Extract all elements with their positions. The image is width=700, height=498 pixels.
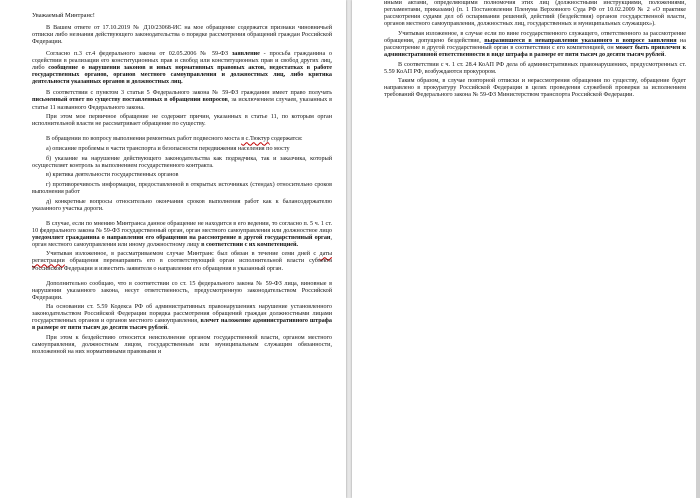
paragraph-law-definition: Согласно п.3 ст.4 федерального закона от 02.05.2006 № 59-ФЗ заявление - просьба гражданина о содействии в реализации его конституционных прав и свобод или конституционных прав и свобод других лиц, либо сообщение о нарушении законов и иных нормативных правовых актов, недостатках в работе государственных органов, органов местного самоуправления и должностных лиц, либо критика деятельности указанных органов и должностных лиц. [32,50,332,85]
paragraph-koap-fine: На основании ст. 5.59 Кодекса РФ об административных правонарушениях нарушение установленного законодательством Российской Федерации порядка рассмотрения обращений граждан должностными лицами государственных органов и органов местного самоуправления, влечет наложение административного штрафа в размере от пяти тысяч до десяти тысяч рублей. [32,304,332,332]
document-page-left [0,0,346,498]
paragraph-seven-days: Учитывая изложенное, в рассматриваемом случае Минтранс был обязан в течение семи дней с даты регистрации обращения перенаправить его в соответствующий орган исполнительной власти субъекта Российской Федерации и известить заявителя о направлении его обращения в указанный орган. [32,251,332,272]
paragraph-liability: Дополнительно сообщаю, что в соответствии со ст. 15 федерального закона № 59-ФЗ лица, виновные в нарушении указанного закона, несут ответственность, предусмотренную законодательством Российской Федерации. [32,280,332,301]
document-page-right [352,0,700,498]
paragraph-conclusion: Таким образом, в случае повторной отписки и нерассмотрения обращения по существу, обращение будет направлено в прокуратуру Российской Федерации в целях проведения служебной проверки за исполнением требований Федерального закона № 59-ФЗ Министерством транспорта Российской Федерации. [384,78,686,99]
paragraph-prosecutor: В соответствии с ч. 1 ст. 28.4 КоАП РФ дела об административных правонарушениях, предусмотренных ст. 5.59 КоАП РФ, возбуждаются прокурором. [384,61,686,75]
list-item: г) противоречивость информации, предоставленной в открытых источниках (стендах) относительно сроков выполнения работ [32,181,332,195]
vertical-scrollbar[interactable] [696,0,700,498]
paragraph-responsibility: Учитывая изложенное, в случае если по вине государственного служащего, ответственного за рассмотрение обращения, допущено бездействие, выразившееся в ненаправлении указанного в вопросе заявления на рассмотрение в другой государственный орган в соответствии с его компетенцией, он может быть привлечен к административной ответственности в виде штрафа в размере от пяти тысяч до десяти тысяч рублей. [384,30,686,58]
greeting: Уважаемый Минтранс! [32,12,95,19]
list-item: а) описание проблемы в части транспорта и безопасности передвижения населения по мосту [46,145,290,152]
list-item: д) конкретные вопросы относительно окончания сроков выполнения работ как к балансодержателю указанного участка дороги. [32,198,332,212]
paragraph-redirect-duty: В случае, если по мнению Минтранса данное обращение не находится в его ведении, то согласно п. 5 ч. 1 ст. 10 федерального закона № 59-ФЗ государственный орган, орган местного самоуправления или должностное лицо уведомляет гражданина о направлении его обращения на рассмотрение в другой государственный орган, орган местного самоуправления или иному должностному лицу в соответствии с их компетенцией. [32,220,332,248]
paragraph-plenum: иными актами, определяющими полномочия этих лиц (должностными инструкциями, положениями, регламентами, приказами) (п. 1 Постановления Пленума Верховного Суда РФ от 10.02.2009 № 2 «О практике рассмотрения судами дел об оспаривании решений, действий (бездействия) органов государственной власти, органов местного самоуправления, должностных лиц, государственных и муниципальных служащих»). [384,0,686,28]
paragraph-right-to-answer: В соответствии с пунктом 3 статьи 5 Федерального закона № 59-ФЗ гражданин имеет право получать письменный ответ по существу поставленных в обращении вопросов, за исключением случаев, указанных в статье 11 названного Федерального закона. [32,90,332,111]
list-item: б) указание на нарушение действующего законодательства как подрядчика, так и заказчика, который осуществляет контроль за выполнением государственного контракта. [32,155,332,169]
paragraph-inaction: При этом к бездействию относится неисполнение органом государственной власти, органом местного самоуправления, должностным лицом, государственным или муниципальным служащим обязанности, возложенной на них нормативными правовыми и [32,335,332,356]
paragraph-no-exceptions: При этом мое первичное обращение не содержит причин, указанных в статье 11, по которым орган исполнительной власти не рассматривает обращение по существу. [32,114,332,128]
paragraph-appeal-contents: В обращении по вопросу выполнения ремонтных работ подвесного моста в с.Тюктур содержатся: [46,136,303,143]
paragraph-reply-reference: В Вашем ответе от 17.10.2019 № Д10/23068-ИС на мое обращение содержатся признаки чиновничьей отписки либо незнания действующего законодательства о порядке рассмотрения обращений граждан Российской Федерации. [32,25,332,46]
list-item: в) критика деятельности государственных органов [46,172,179,179]
